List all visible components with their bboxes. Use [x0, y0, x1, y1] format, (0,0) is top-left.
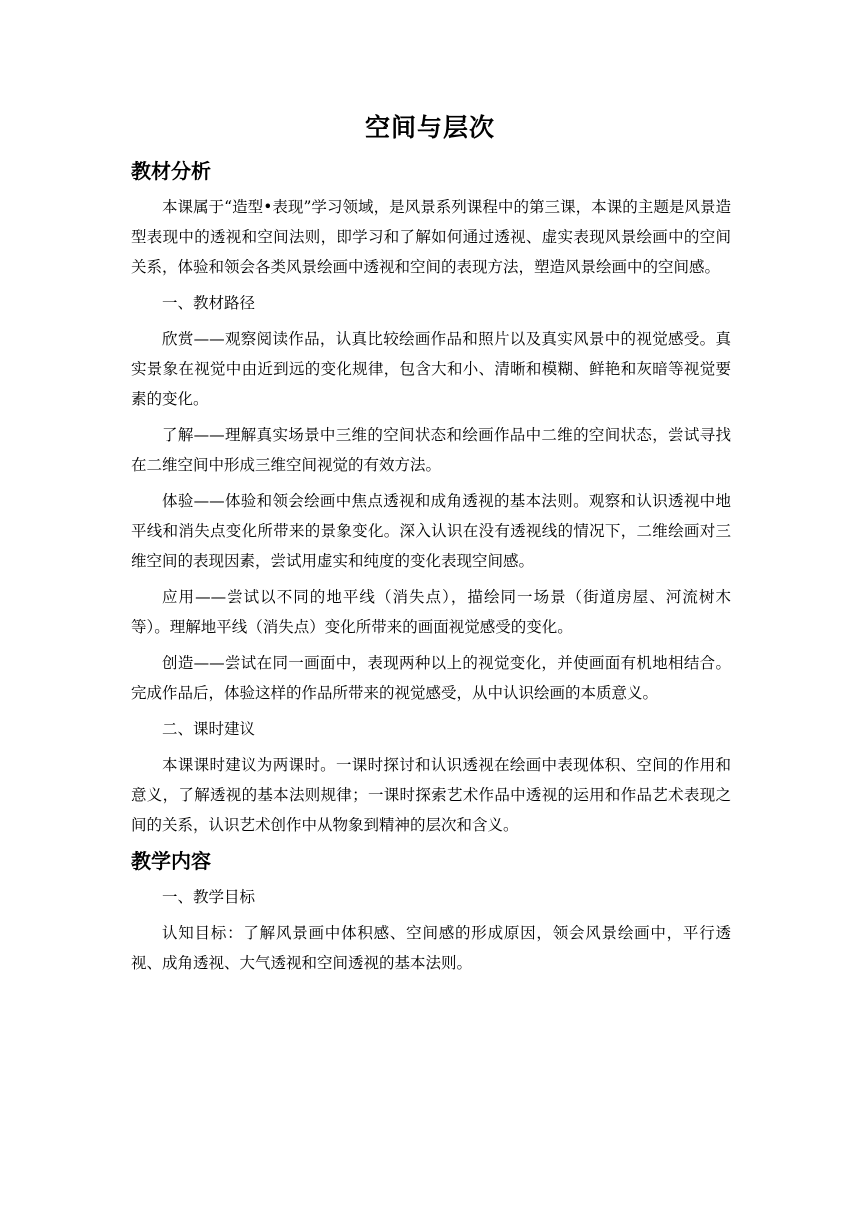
subheading-textbook-path: 一、教材路径 — [162, 294, 256, 312]
paragraph: 认知目标：了解风景画中体积感、空间感的形成原因，领会风景绘画中，平行透视、成角透视、大气透视和空间透视的基本法则。 — [131, 924, 731, 972]
section-heading-teaching-content: 教学内容 — [131, 849, 211, 873]
subheading-teaching-goals: 一、教学目标 — [162, 888, 256, 906]
paragraph: 本课课时建议为两课时。一课时探讨和认识透视在绘画中表现体积、空间的作用和意义，了解透视的基本法则规律；一课时探索艺术作品中透视的运用和作品艺术表现之间的关系，认识艺术创作中从物象到精神的层次和含义。 — [131, 756, 731, 834]
subheading-lesson-suggestion: 二、课时建议 — [162, 720, 256, 738]
paragraph: 了解——理解真实场景中三维的空间状态和绘画作品中二维的空间状态，尝试寻找在二维空间中形成三维空间视觉的有效方法。 — [131, 426, 731, 474]
document-body — [131, 156, 731, 984]
paragraph: 创造——尝试在同一画面中，表现两种以上的视觉变化，并使画面有机地相结合。完成作品后，体验这样的作品所带来的视觉感受，从中认识绘画的本质意义。 — [131, 654, 731, 702]
paragraph: 体验——体验和领会绘画中焦点透视和成角透视的基本法则。观察和认识透视中地平线和消失点变化所带来的景象变化。深入认识在没有透视线的情况下，二维绘画对三维空间的表现因素，尝试用虚实和纯度的变化表现空间感。 — [131, 492, 731, 570]
document-title: 空间与层次 — [364, 113, 495, 142]
paragraph: 欣赏——观察阅读作品，认真比较绘画作品和照片以及真实风景中的视觉感受。真实景象在视觉中由近到远的变化规律，包含大和小、清晰和模糊、鲜艳和灰暗等视觉要素的变化。 — [131, 330, 731, 408]
paragraph: 本课属于“造型•表现”学习领域，是风景系列课程中的第三课，本课的主题是风景造型表现中的透视和空间法则，即学习和了解如何通过透视、虚实表现风景绘画中的空间关系，体验和领会各类风景绘画中透视和空间的表现方法，塑造风景绘画中的空间感。 — [131, 198, 731, 276]
section-heading-textbook-analysis: 教材分析 — [131, 159, 211, 183]
paragraph: 应用——尝试以不同的地平线（消失点），描绘同一场景（街道房屋、河流树木等）。理解地平线（消失点）变化所带来的画面视觉感受的变化。 — [131, 588, 731, 636]
